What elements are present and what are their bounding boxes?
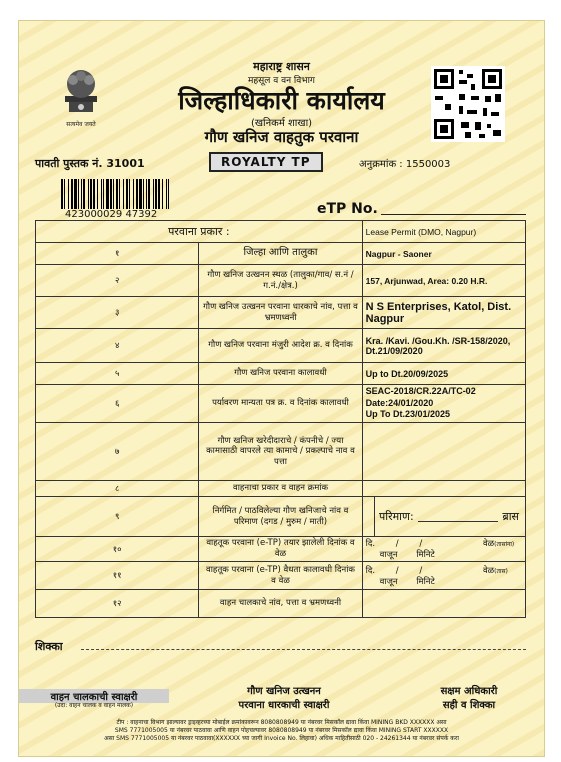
row-label: वाहनाचा प्रकार व वाहन क्रमांक (199, 481, 362, 497)
receipt-book-number: 31001 (106, 157, 145, 170)
env-clearance-number: SEAC-2018/CR.22A/TC-02 Date:24/01/2020 (365, 386, 476, 408)
quantity-unit: ब्रास (502, 510, 519, 524)
quantity-input[interactable] (418, 511, 499, 522)
row-label: गौण खनिज खरेदीदाराचे / कंपनीचे / ज्या कामासाठी वापरले त्या कामाचे / प्रकल्पाचे नाव व पत्ता (199, 423, 362, 481)
holder-signature-line1: गौण खनिज उत्खनन (247, 686, 321, 697)
footer-note (33, 719, 530, 743)
footer-line: असा SMS 7771005005 या नंबरवर पाठवावा(XXXXXX च्या जागी Invoice No. लिहावा) अधिक माहितीसाठी 020 - 24261344 या नंबरवर संपर्क करा (104, 735, 459, 743)
branch-name: (खनिकर्म शाखा) (250, 118, 313, 129)
mineral-field[interactable] (362, 497, 525, 537)
holder-signature (209, 685, 359, 712)
row-label: पर्यावरण मान्यता पत्र क्र. व दिनांक कालावधी (199, 385, 362, 423)
seal-area (81, 649, 526, 650)
row-number: ५ (36, 363, 199, 385)
authority-line2: सही व शिक्का (442, 699, 496, 711)
time-label: वेळ (482, 565, 495, 576)
footer-line: SMS 7771005005 या नंबरवर पाठवावा आणि वाहन पोहचल्यावर 8080808949 या नंबरवर मिसकॉल द्यावा किंवा MINING START XXXXXX (114, 727, 449, 735)
royalty-badge: ROYALTY TP (209, 152, 323, 172)
row-number: ८ (36, 481, 199, 497)
hours-label: वाजून (379, 550, 398, 561)
row-label: जिल्हा आणि तालुका (199, 243, 362, 265)
row-label: निर्गमित / पाठविलेल्या गौण खनिजाचे नांव व परिमाण (दगड / मुरुम / माती) (199, 497, 362, 537)
minutes-label: मिनिटे (416, 576, 435, 587)
etp-created-field[interactable] (362, 537, 525, 562)
row-value: Up to Dt.20/09/2025 (362, 363, 525, 385)
date-slash: / (395, 565, 399, 576)
row-label: वाहतूक परवाना (e-TP) वैधता कालावधी दिनांक व वेळ (199, 562, 362, 590)
quantity-label: परिमाण: (379, 510, 414, 524)
authority-signature (399, 685, 539, 712)
row-label: गौण खनिज परवाना मंजुरी आदेश क्र. व दिनांक (199, 329, 362, 363)
date-prefix: दि. (365, 565, 376, 576)
row-value: N S Enterprises, Katol, Dist. Nagpur (362, 297, 525, 329)
time-hint: (तासांना) (494, 541, 515, 549)
etp-number-field (381, 214, 526, 215)
driver-signature: वाहन चालकाची स्वाक्षरी (19, 689, 169, 703)
permit-type-value: Lease Permit (DMO, Nagpur) (362, 221, 525, 243)
row-number: ४ (36, 329, 199, 363)
barcode-icon (61, 179, 171, 209)
row-label: वाहतूक परवाना (e-TP) तयार झालेली दिनांक व वेळ (199, 537, 362, 562)
row-label: गौण खनिज उत्खनन स्थळ (तालुका/गाव/ स.नं / ग.नं./क्षेत्र.) (199, 265, 362, 297)
serial-value: 1550003 (405, 159, 451, 170)
date-slash: / (419, 539, 423, 550)
barcode-number: 423000029 47392 (65, 209, 158, 220)
receipt-book (35, 156, 145, 171)
row-label: गौण खनिज परवाना कालावधी (199, 363, 362, 385)
etp-validity-field[interactable] (362, 562, 525, 590)
time-label: वेळ (482, 539, 495, 550)
date-slash: / (419, 565, 423, 576)
permit-title: गौण खनिज वाहतुक परवाना (204, 128, 359, 146)
minutes-label: मिनिटे (416, 550, 435, 561)
qr-code-icon (431, 66, 505, 142)
row-number: ६ (36, 385, 199, 423)
date-slash: / (395, 539, 399, 550)
driver-signature-note: (उदा: वाहन चालक व वाहन मालक) (54, 702, 134, 709)
office-title: जिल्हाधिकारी कार्यालय (178, 86, 385, 115)
time-hint: (तास) (494, 567, 508, 575)
etp-label: eTP No. (317, 201, 378, 217)
env-clearance-validity: Up To Dt.23/01/2025 (365, 409, 451, 420)
row-label: वाहन चालकाचे नांव, पत्ता व भ्रमणध्वनी (199, 590, 362, 618)
row-number: ११ (36, 562, 199, 590)
footer-line: टीप : वाहनाचा विभाग झाल्यावर ड्राइव्हरच्या मोबाईल क्रमांकावरून 8080808949 या नंबरवर मिसकॉल द्यावा किंवा MINING BKD XXXXXX असा (116, 719, 447, 726)
row-number: १ (36, 243, 199, 265)
row-number: १२ (36, 590, 199, 618)
govt-name: महाराष्ट्र शासन (253, 60, 310, 73)
permit-type-label: परवाना प्रकार : (36, 221, 363, 243)
row-value (362, 385, 525, 423)
row-number: ३ (36, 297, 199, 329)
seal-label: शिक्का (35, 640, 63, 653)
row-number: ७ (36, 423, 199, 481)
row-number: २ (36, 265, 199, 297)
row-value: 157, Arjunwad, Area: 0.20 H.R. (362, 265, 525, 297)
row-label: गौण खनिज उत्खनन परवाना धारकाचे नांव, पत्ता व भ्रमणध्वनी (199, 297, 362, 329)
serial-label: अनुक्रमांक : (359, 159, 403, 170)
hours-label: वाजून (379, 576, 398, 587)
row-value: Nagpur - Saoner (362, 243, 525, 265)
row-number: ९ (36, 497, 199, 537)
permit-table (35, 220, 526, 618)
department-name: महसूल व वन विभाग (248, 76, 315, 86)
holder-signature-line2: परवाना धारकाची स्वाक्षरी (238, 699, 330, 711)
permit-sheet (18, 20, 545, 757)
driver-field[interactable] (362, 590, 525, 618)
emblem-caption: सत्यमेव जयते (66, 121, 96, 128)
quantity-box (374, 497, 525, 536)
date-prefix: दि. (365, 539, 376, 550)
authority-line1: सक्षम अधिकारी (440, 686, 498, 697)
buyer-field[interactable] (362, 423, 525, 481)
receipt-book-label: पावती पुस्तक नं. (35, 157, 103, 170)
row-value: Kra. /Kavi. /Gou.Kh. /SR-158/2020, Dt.21/09/2020 (362, 329, 525, 363)
vehicle-field[interactable] (362, 481, 525, 497)
row-number: १० (36, 537, 199, 562)
serial-number (359, 156, 450, 170)
